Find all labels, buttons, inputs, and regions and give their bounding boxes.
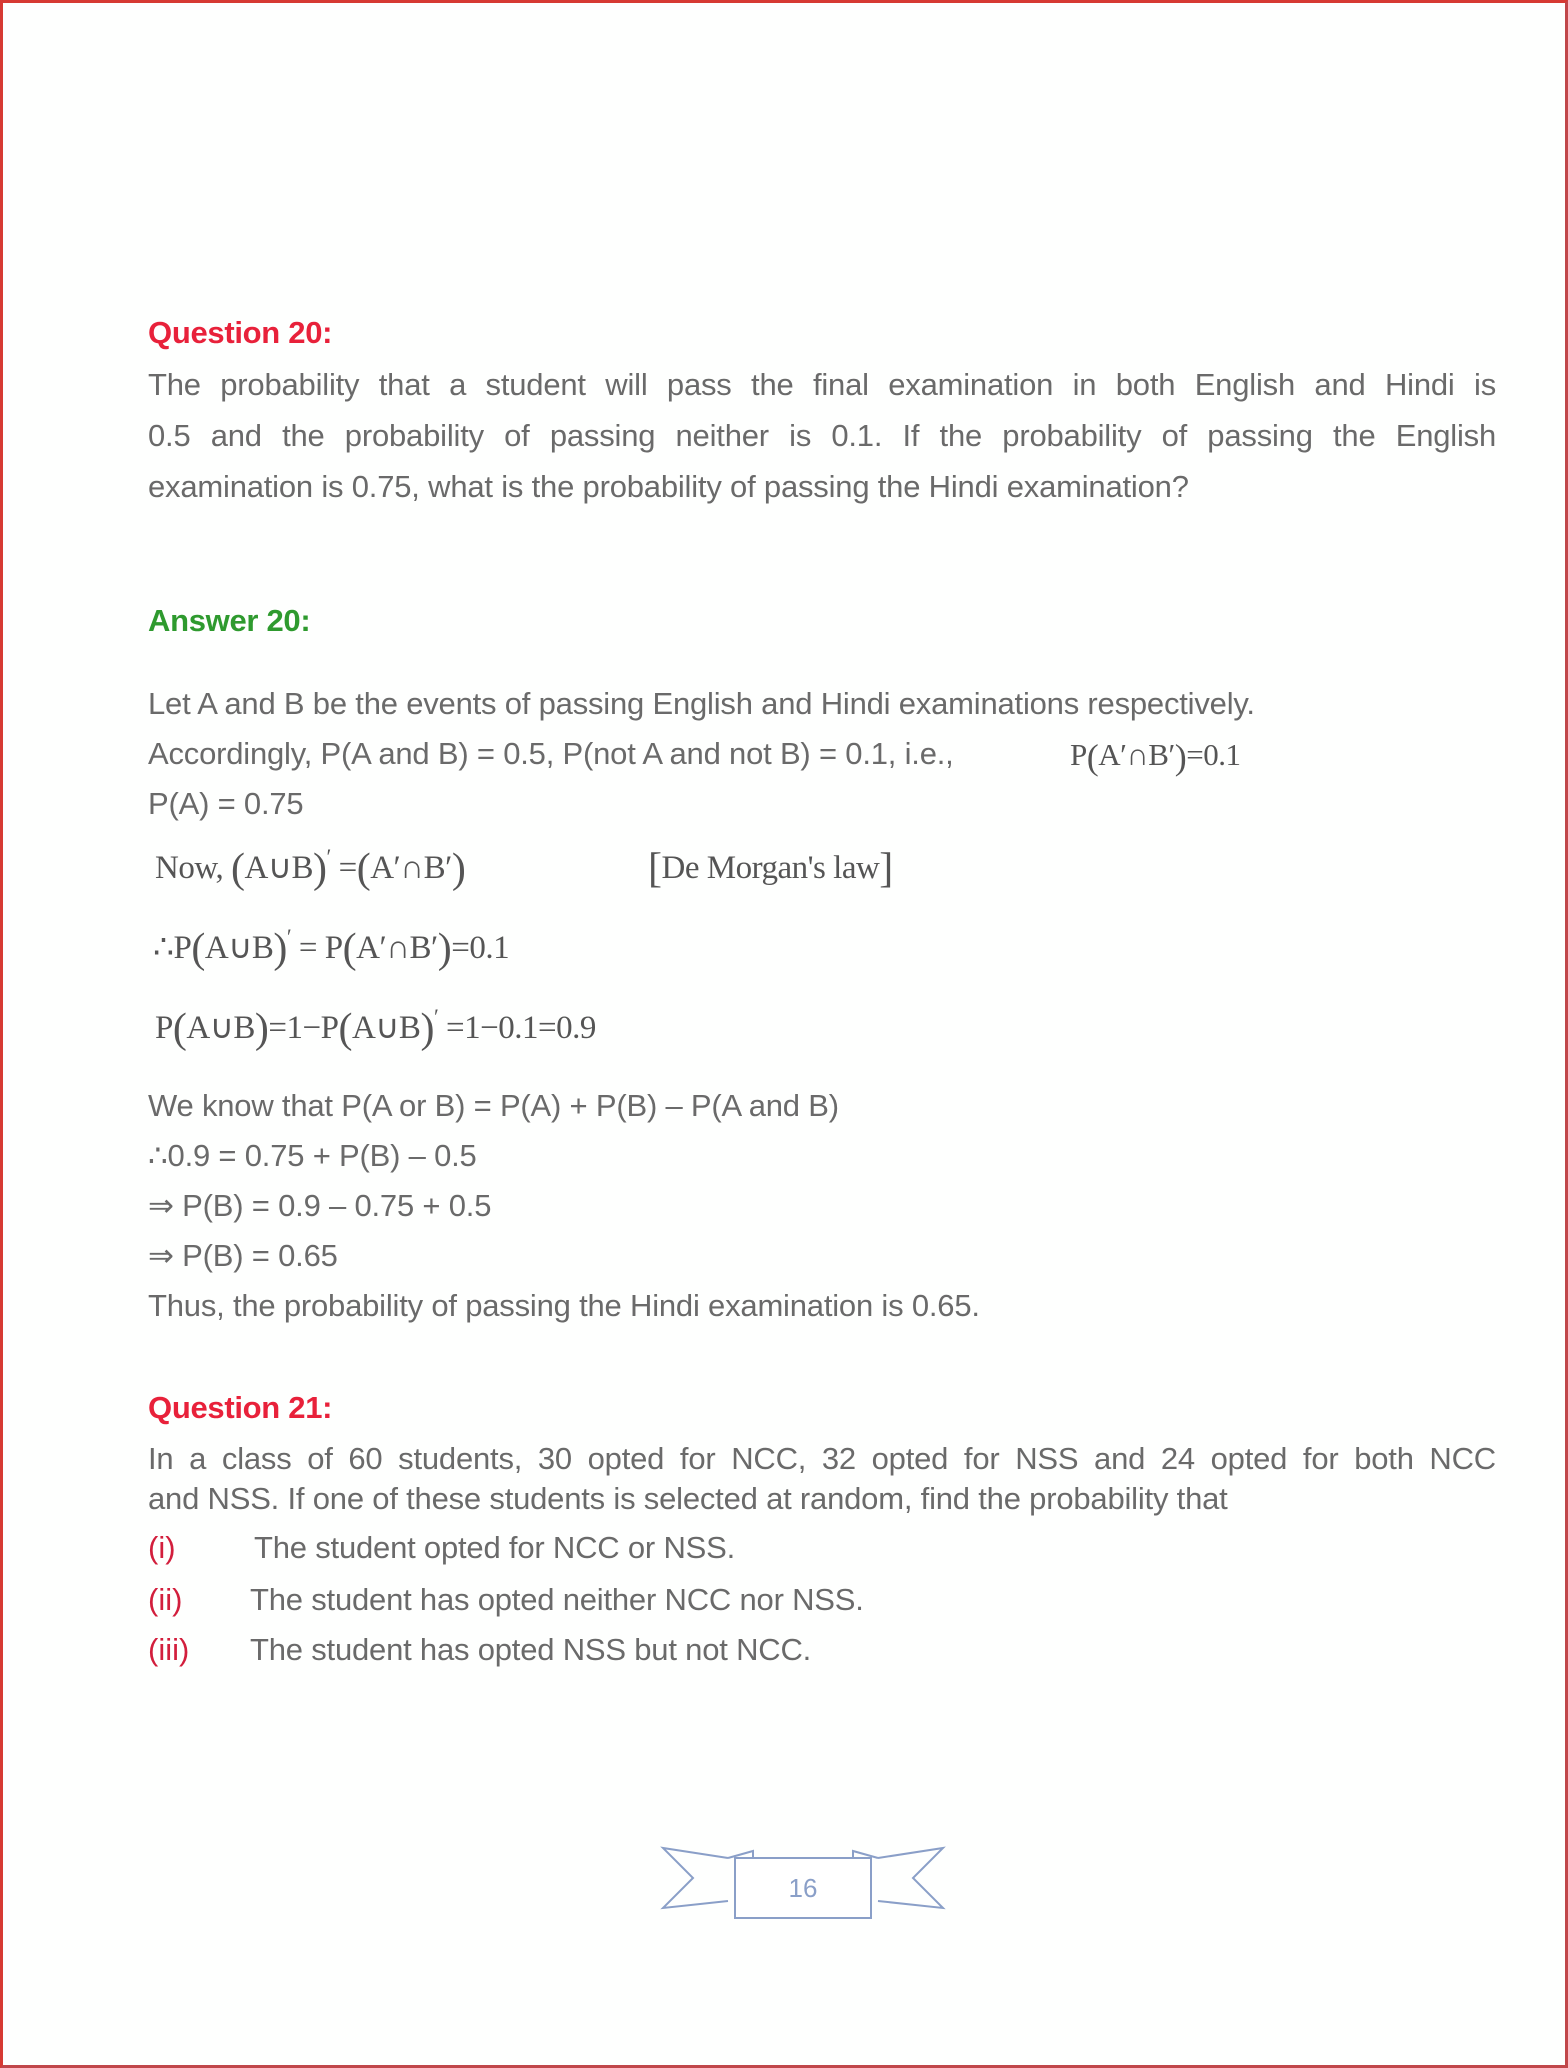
math-expression: A∪B bbox=[244, 850, 314, 886]
question-20-line-2: 0.5 and the probability of passing neither is 0.1. If the probability of passing the English bbox=[148, 418, 1496, 453]
question-20-line-3: examination is 0.75, what is the probability of passing the Hindi examination? bbox=[148, 469, 1189, 504]
answer-intro-line-2: Accordingly, P(A and B) = 0.5, P(not A and not B) = 0.1, i.e., bbox=[148, 736, 954, 771]
math-expression: A∪B bbox=[204, 930, 274, 966]
math-paren: ( bbox=[338, 1006, 352, 1052]
math-paren: ) bbox=[1174, 737, 1187, 777]
note-text: De Morgan's law bbox=[661, 850, 880, 886]
math-expression: A∪B bbox=[186, 1010, 255, 1046]
math-value: =0.1 bbox=[1186, 737, 1241, 772]
math-value: =0.1 bbox=[451, 930, 510, 966]
question-21-line-1: In a class of 60 students, 30 opted for NCC, 32 opted for NSS and 24 opted for both NCC bbox=[148, 1441, 1496, 1476]
answer-step-3: ⇒ P(B) = 0.9 – 0.75 + 0.5 bbox=[148, 1188, 492, 1223]
inline-math-neither bbox=[1070, 736, 1241, 778]
math-paren: ( bbox=[356, 846, 371, 892]
list-label-iii: (iii) bbox=[148, 1632, 190, 1667]
math-expression: A∪B bbox=[351, 1010, 421, 1046]
math-equals: = bbox=[330, 850, 357, 886]
math-paren: ( bbox=[342, 926, 357, 972]
math-equals: = P bbox=[291, 930, 343, 966]
de-morgan-note bbox=[648, 845, 893, 893]
math-prime: ′ bbox=[286, 924, 292, 949]
answer-conclusion: Thus, the probability of passing the Hindi examination is 0.65. bbox=[148, 1288, 980, 1323]
question-21-heading: Question 21: bbox=[148, 1390, 333, 1425]
list-label-i: (i) bbox=[148, 1530, 176, 1565]
math-paren: ( bbox=[191, 926, 205, 972]
list-label-ii: (ii) bbox=[148, 1582, 183, 1617]
therefore-symbol: ∴ bbox=[153, 930, 174, 966]
math-paren: ) bbox=[420, 1006, 434, 1052]
math-line-union bbox=[155, 1005, 596, 1053]
math-text: Now, bbox=[155, 850, 232, 886]
list-item-iii: The student has opted NSS but not NCC. bbox=[250, 1632, 812, 1667]
math-paren: ( bbox=[1086, 737, 1099, 777]
math-paren: ) bbox=[451, 846, 466, 892]
answer-intro-line-3: P(A) = 0.75 bbox=[148, 786, 304, 821]
bracket: ] bbox=[879, 846, 893, 892]
list-item-i: The student opted for NCC or NSS. bbox=[254, 1530, 736, 1565]
math-p: P bbox=[173, 930, 192, 966]
list-item-ii: The student has opted neither NCC nor NSS. bbox=[250, 1582, 864, 1617]
answer-step-1: We know that P(A or B) = P(A) + P(B) – P(A and B) bbox=[148, 1088, 839, 1123]
math-prime: ′ bbox=[433, 1004, 439, 1029]
bracket: [ bbox=[648, 846, 662, 892]
math-line-complement bbox=[153, 925, 509, 973]
math-paren: ( bbox=[231, 846, 245, 892]
math-expression: A′∩B′ bbox=[356, 930, 438, 966]
question-20-line-1: The probability that a student will pass the final examination in both English and Hindi is bbox=[148, 367, 1496, 402]
math-paren: ) bbox=[313, 846, 327, 892]
math-expression: A′∩B′ bbox=[1098, 737, 1175, 772]
math-text: =1−P bbox=[268, 1010, 339, 1046]
math-paren: ( bbox=[172, 1006, 187, 1052]
page-number: 16 bbox=[788, 1873, 818, 1903]
math-paren: ) bbox=[273, 926, 287, 972]
question-20-heading: Question 20: bbox=[148, 315, 333, 350]
question-21-line-2: and NSS. If one of these students is selected at random, find the probability that bbox=[148, 1481, 1228, 1516]
answer-20-heading: Answer 20: bbox=[148, 603, 311, 638]
math-expression: A′∩B′ bbox=[370, 850, 452, 886]
answer-step-2: ∴0.9 = 0.75 + P(B) – 0.5 bbox=[148, 1138, 477, 1173]
math-paren: ) bbox=[254, 1006, 269, 1052]
math-prime: ′ bbox=[326, 844, 331, 869]
math-p: P bbox=[1070, 737, 1087, 772]
math-value: =1−0.1=0.9 bbox=[438, 1010, 596, 1046]
math-p: P bbox=[155, 1010, 173, 1046]
math-paren: ) bbox=[437, 926, 452, 972]
math-line-de-morgan bbox=[155, 845, 465, 893]
answer-step-4: ⇒ P(B) = 0.65 bbox=[148, 1238, 338, 1273]
answer-intro-line-1: Let A and B be the events of passing English and Hindi examinations respectively. bbox=[148, 686, 1255, 721]
